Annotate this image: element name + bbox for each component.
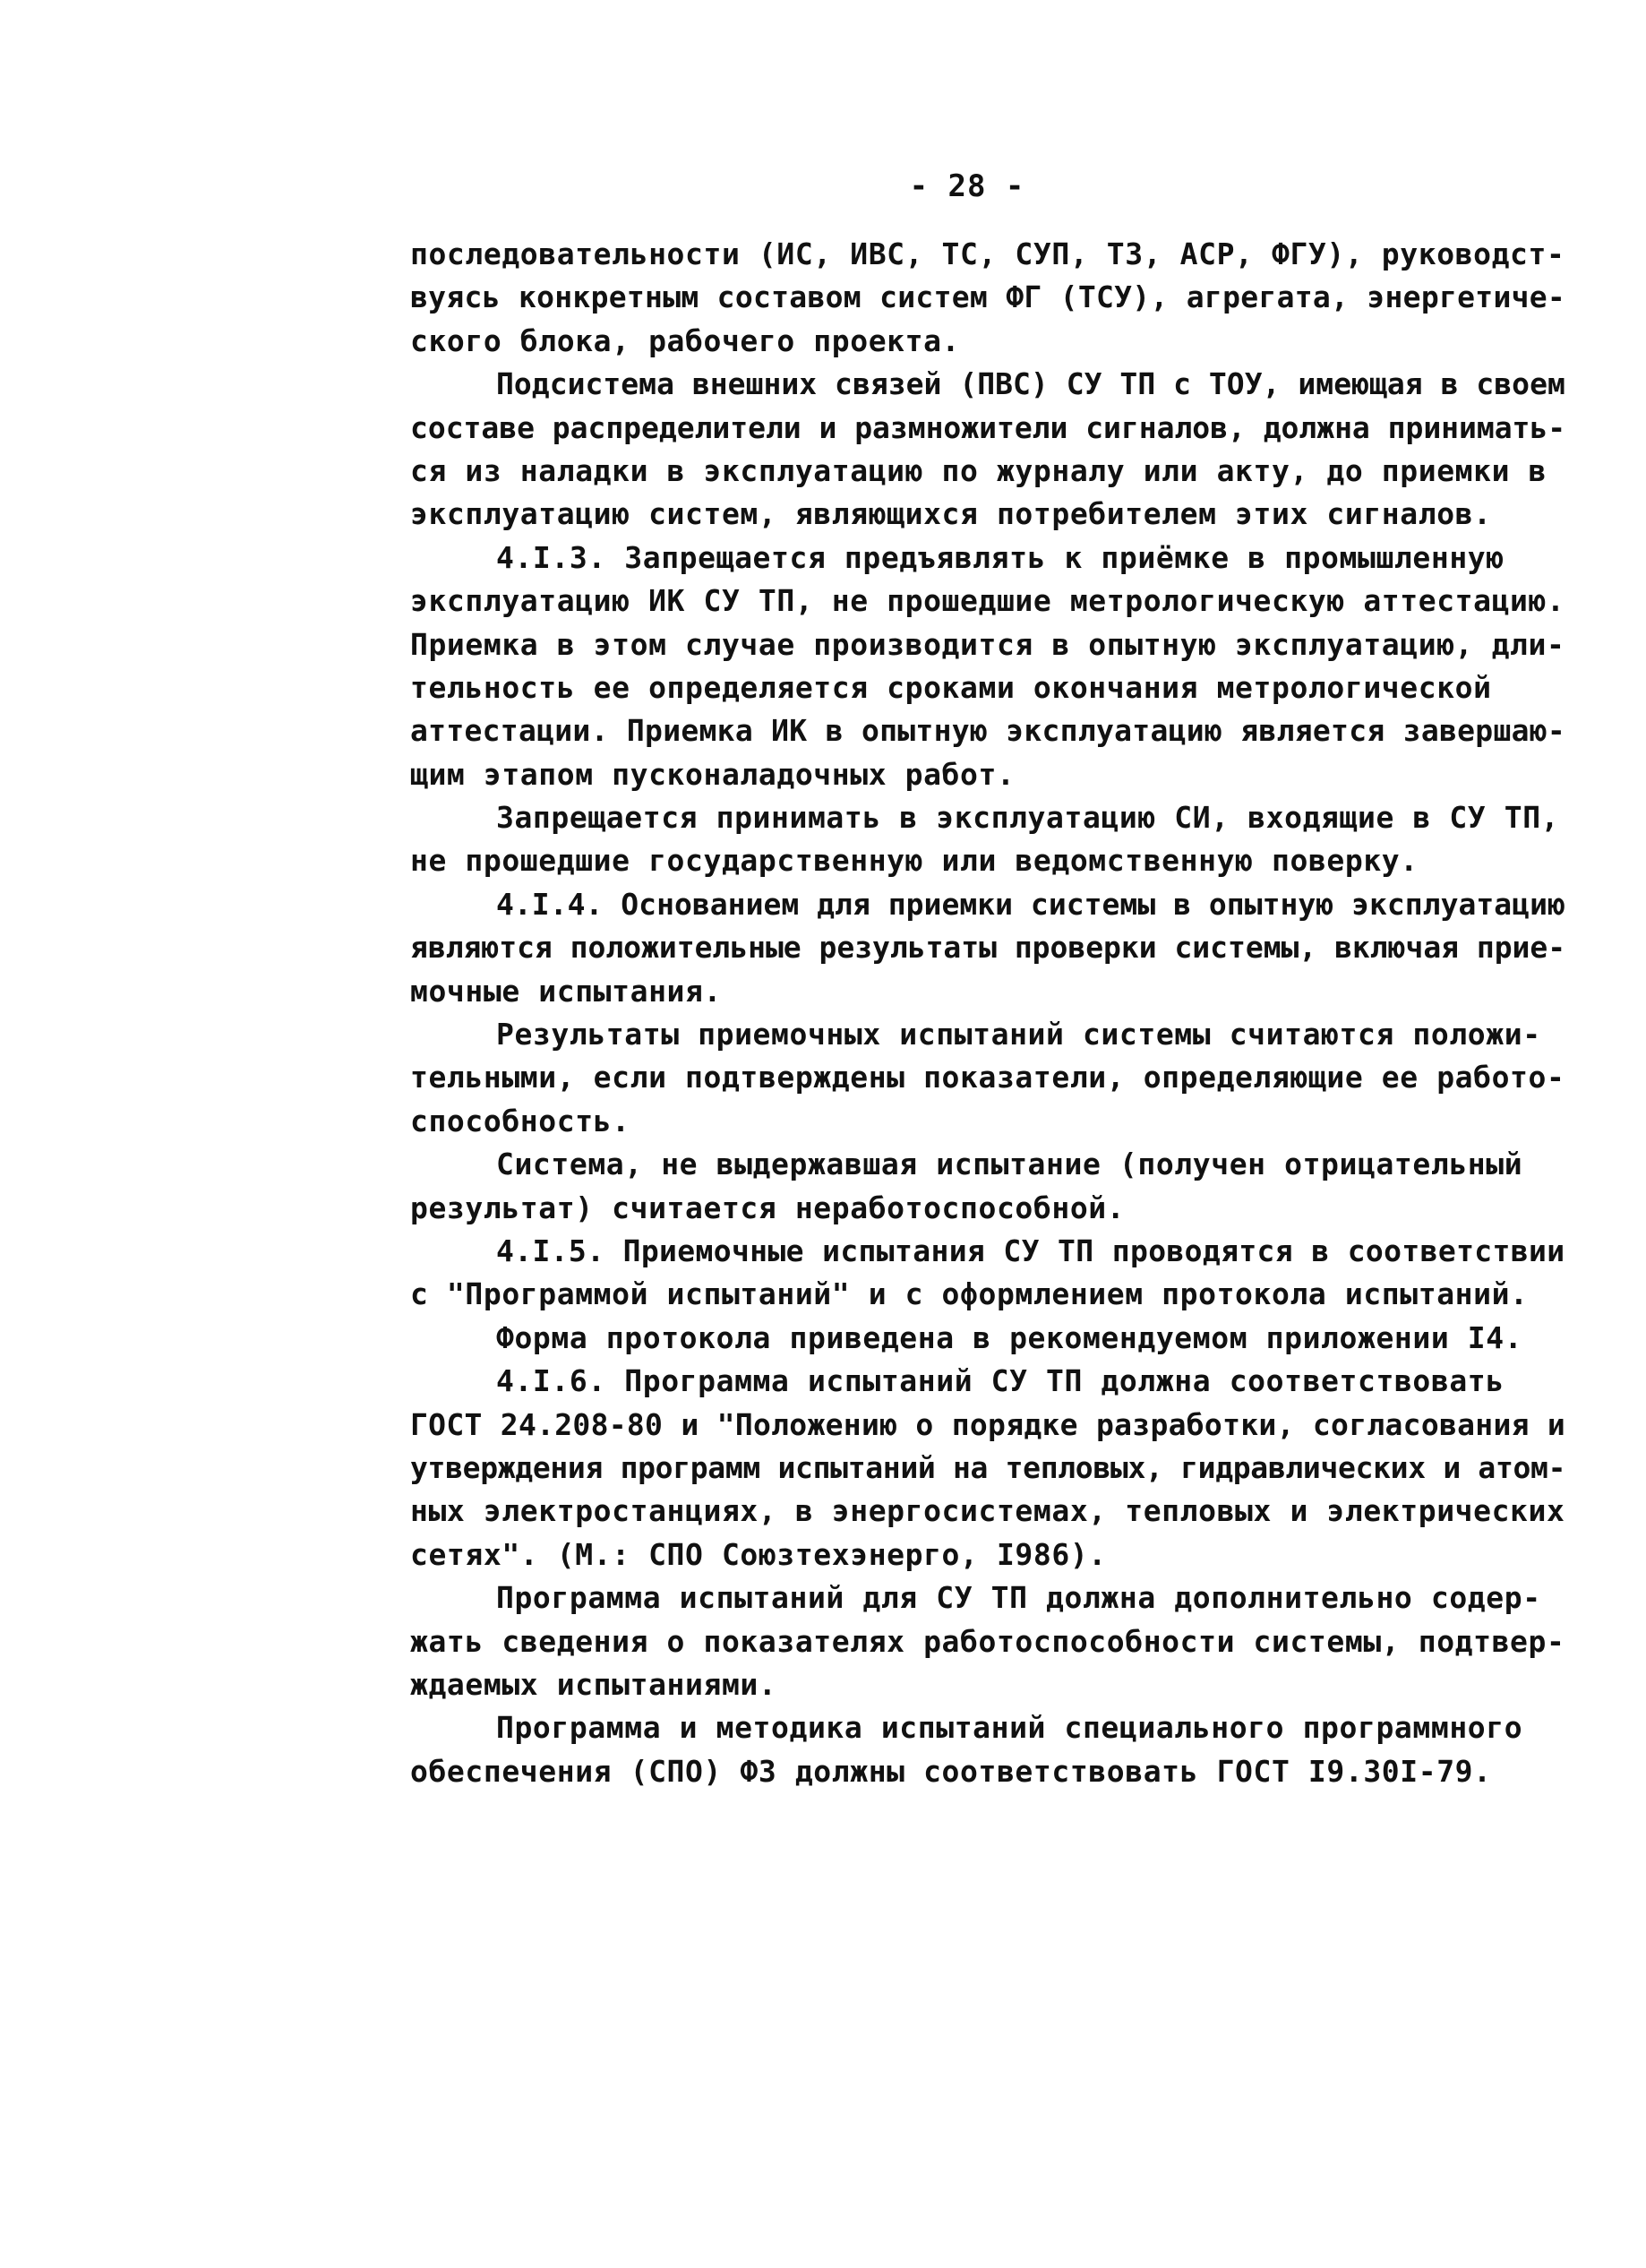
text-line: 4.I.3. Запрещается предъявлять к приёмке в промышленную (496, 539, 1505, 575)
text-line: ных электростанциях, в энергосистемах, тепловых и электрических (410, 1493, 1565, 1529)
text-line: ского блока, рабочего проекта. (410, 322, 961, 358)
document-body (410, 233, 1565, 1793)
text-line: Запрещается принимать в эксплуатацию СИ, входящие в СУ ТП, (496, 800, 1560, 836)
text-line: Подсистема внешних связей (ПВС) СУ ТП с ТОУ, имеющая в своем (496, 366, 1565, 402)
text-line: ГОСТ 24.208-80 и "Положению о порядке разработки, согласования и (410, 1406, 1566, 1442)
text-line: мочные испытания. (410, 973, 722, 1009)
text-line: аттестации. Приемка ИК в опытную эксплуатацию является завершаю- (410, 713, 1566, 749)
text-line: последовательности (ИС, ИВС, ТС, СУП, ТЗ, АСР, ФГУ), руководст- (410, 236, 1565, 271)
text-line: 4.I.5. Приемочные испытания СУ ТП проводятся в соответствии (496, 1233, 1565, 1268)
text-line: Система, не выдержавшая испытание (получен отрицательный (496, 1147, 1523, 1182)
text-line: тельными, если подтверждены показатели, определяющие ее работо- (410, 1060, 1565, 1095)
text-line: способность. (410, 1103, 630, 1138)
text-line: Результаты приемочных испытаний системы считаются положи- (496, 1017, 1541, 1052)
text-line: Приемка в этом случае производится в опытную эксплуатацию, дли- (410, 626, 1565, 662)
text-line: с "Программой испытаний" и с оформлением протокола испытаний. (410, 1276, 1529, 1312)
text-line: щим этапом пусконаладочных работ. (410, 756, 1016, 792)
text-line: не прошедшие государственную или ведомственную поверку. (410, 843, 1419, 879)
text-line: 4.I.6. Программа испытаний СУ ТП должна соответствовать (496, 1363, 1505, 1399)
text-line: вуясь конкретным составом систем ФГ (ТСУ), агрегата, энергетиче- (410, 279, 1566, 315)
text-line: являются положительные результаты проверки системы, включая прие- (410, 930, 1566, 966)
text-line: 4.I.4. Основанием для приемки системы в опытную эксплуатацию (496, 886, 1565, 922)
text-line: жать сведения о показателях работоспособности системы, подтвер- (410, 1623, 1565, 1659)
text-line: эксплуатацию систем, являющихся потребителем этих сигналов. (410, 496, 1492, 532)
text-line: Программа и методика испытаний специального программного (496, 1710, 1523, 1746)
text-line: обеспечения (СПО) ФЗ должны соответствовать ГОСТ I9.30I-79. (410, 1753, 1492, 1789)
text-line: ждаемых испытаниями. (410, 1666, 777, 1702)
text-line: эксплуатацию ИК СУ ТП, не прошедшие метрологическую аттестацию. (410, 583, 1565, 619)
text-line: составе распределители и размножители сигналов, должна принимать- (410, 409, 1566, 445)
page-number: - 28 - (909, 168, 1025, 204)
text-line: Форма протокола приведена в рекомендуемом приложении I4. (496, 1319, 1523, 1355)
text-line: сетях". (М.: СПО Союзтехэнерго, I986). (410, 1536, 1107, 1572)
text-line: утверждения программ испытаний на тепловых, гидравлических и атом- (410, 1449, 1566, 1485)
text-line: ся из наладки в эксплуатацию по журналу или акту, до приемки в (410, 452, 1547, 488)
text-line: тельность ее определяется сроками окончания метрологической (410, 669, 1492, 705)
text-line: Программа испытаний для СУ ТП должна дополнительно содер- (496, 1580, 1541, 1616)
text-line: результат) считается неработоспособной. (410, 1190, 1126, 1225)
